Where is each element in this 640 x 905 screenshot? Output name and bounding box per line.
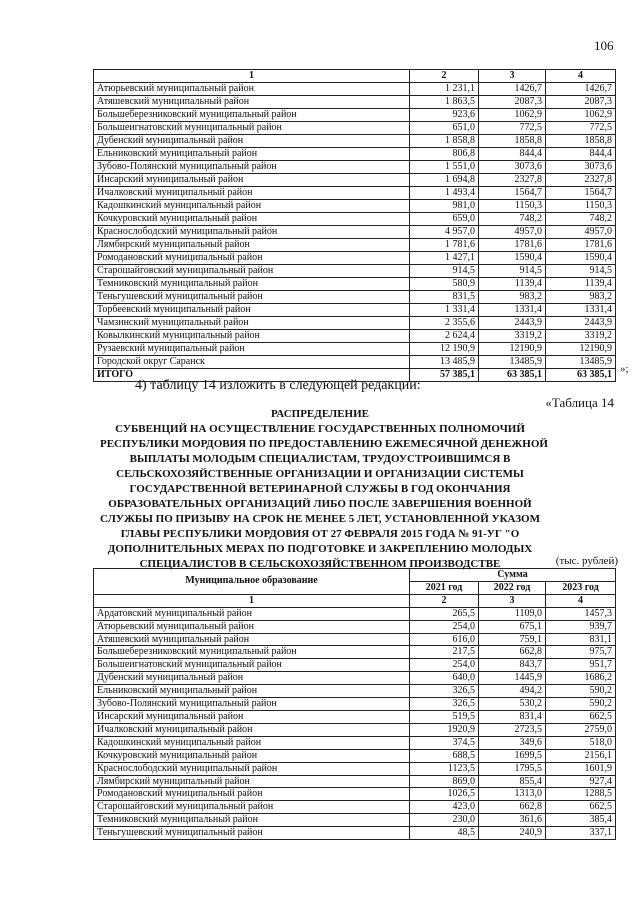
amount-cell: 326,5 (410, 685, 479, 698)
amount-cell: 4957,0 (479, 226, 546, 239)
municipality-name: Краснослободский муниципальный район (94, 226, 410, 239)
table-row (94, 343, 616, 356)
table-row (94, 814, 616, 827)
table-row (94, 801, 616, 814)
municipality-name: Зубово-Полянский муниципальный район (94, 161, 410, 174)
amount-cell: 1858,8 (546, 135, 616, 148)
table-row (94, 200, 616, 213)
column-number: 4 (546, 70, 616, 83)
table-row (94, 607, 616, 620)
table-row (94, 83, 616, 96)
municipality-name: Старошайговский муниципальный район (94, 265, 410, 278)
amount-cell: 1 427,1 (410, 252, 479, 265)
amendment-instruction: 4) таблицу 14 изложить в следующей редакции: (135, 378, 421, 393)
table-row (94, 633, 616, 646)
amount-cell: 12190,9 (546, 343, 616, 356)
heading-line: СПЕЦИАЛИСТОВ В СЕЛЬСКОХОЗЯЙСТВЕННОМ ПРОИЗВОДСТВЕ (139, 558, 501, 570)
column-year-header: 2022 год (479, 581, 546, 594)
amount-cell: 1781,6 (546, 239, 616, 252)
amount-cell: 806,8 (410, 148, 479, 161)
table-row (94, 710, 616, 723)
amount-cell: 2087,3 (546, 96, 616, 109)
amount-cell: 662,5 (546, 710, 616, 723)
amount-cell: 662,8 (479, 646, 546, 659)
column-sum-header: Сумма (410, 569, 616, 582)
heading-line: ГОСУДАРСТВЕННОЙ ВЕТЕРИНАРНОЙ СЛУЖБЫ В ГОД ОКОНЧАНИЯ (129, 483, 511, 495)
municipality-name: Рузаевский муниципальный район (94, 343, 410, 356)
municipality-name: Старошайговский муниципальный район (94, 801, 410, 814)
table-1 (93, 69, 616, 382)
amount-cell: 914,5 (410, 265, 479, 278)
amount-cell: 1795,5 (479, 762, 546, 775)
municipality-name: Ромодановский муниципальный район (94, 252, 410, 265)
table-row (94, 226, 616, 239)
amount-cell: 1426,7 (546, 83, 616, 96)
amount-cell: 748,2 (546, 213, 616, 226)
amount-cell: 831,4 (479, 710, 546, 723)
amount-cell: 2723,5 (479, 723, 546, 736)
amount-cell: 530,2 (479, 698, 546, 711)
amount-cell: 1 863,5 (410, 96, 479, 109)
amount-cell: 12190,9 (479, 343, 546, 356)
amount-cell: 1026,5 (410, 788, 479, 801)
amount-cell: 844,4 (479, 148, 546, 161)
amount-cell: 759,1 (479, 633, 546, 646)
heading-line: СУБВЕНЦИЙ НА ОСУЩЕСТВЛЕНИЕ ГОСУДАРСТВЕННЫХ ПОЛНОМОЧИЙ (115, 423, 525, 435)
table-row (94, 174, 616, 187)
municipality-name: Зубово-Полянский муниципальный район (94, 698, 410, 711)
amount-cell: 2087,3 (479, 96, 546, 109)
municipality-name: Теньгушевский муниципальный район (94, 827, 410, 840)
amount-cell: 951,7 (546, 659, 616, 672)
amount-cell: 675,1 (479, 620, 546, 633)
amount-cell: 13485,9 (479, 356, 546, 369)
amount-cell: 1313,0 (479, 788, 546, 801)
table-row (94, 265, 616, 278)
table-row (94, 304, 616, 317)
municipality-name: Торбеевский муниципальный район (94, 304, 410, 317)
heading-line: РЕСПУБЛИКИ МОРДОВИЯ ПО ПРЕДОСТАВЛЕНИЮ ЕЖЕМЕСЯЧНОЙ ДЕНЕЖНОЙ (100, 438, 548, 450)
column-number: 2 (410, 70, 479, 83)
amount-cell: 1109,0 (479, 607, 546, 620)
amount-cell: 1601,9 (546, 762, 616, 775)
table-1-numbering-row (94, 70, 616, 83)
amount-cell: 385,4 (546, 814, 616, 827)
amount-cell: 2 355,6 (410, 317, 479, 330)
table-row (94, 278, 616, 291)
amount-cell: 2327,8 (546, 174, 616, 187)
amount-cell: 337,1 (546, 827, 616, 840)
municipality-name: Лямбирский муниципальный район (94, 775, 410, 788)
heading-line: ВЫПЛАТЫ МОЛОДЫМ СПЕЦИАЛИСТАМ, ТРУДОУСТРОИВШИМСЯ В (129, 453, 511, 465)
municipality-name: Дубенский муниципальный район (94, 135, 410, 148)
amount-cell: 869,0 (410, 775, 479, 788)
municipality-name: Атяшевский муниципальный район (94, 96, 410, 109)
amount-cell: 981,0 (410, 200, 479, 213)
amount-cell: 2443,9 (546, 317, 616, 330)
amount-cell: 1123,5 (410, 762, 479, 775)
amount-cell: 1288,5 (546, 788, 616, 801)
table-row (94, 788, 616, 801)
amount-cell: 3073,6 (546, 161, 616, 174)
page-number: 106 (594, 38, 614, 53)
amount-cell: 651,0 (410, 122, 479, 135)
amount-cell: 1564,7 (546, 187, 616, 200)
amount-cell: 1 493,4 (410, 187, 479, 200)
table-row (94, 775, 616, 788)
table-row (94, 827, 616, 840)
amount-cell: 1426,7 (479, 83, 546, 96)
amount-cell: 983,2 (546, 291, 616, 304)
municipality-name: Атюрьевский муниципальный район (94, 83, 410, 96)
amount-cell: 590,2 (546, 698, 616, 711)
amount-cell: 48,5 (410, 827, 479, 840)
amount-cell: 230,0 (410, 814, 479, 827)
amount-cell: 1139,4 (479, 278, 546, 291)
municipality-name: Теньгушевский муниципальный район (94, 291, 410, 304)
municipality-name: Кочкуровский муниципальный район (94, 213, 410, 226)
amount-cell: 1 551,0 (410, 161, 479, 174)
total-label: ИТОГО (94, 369, 410, 382)
amount-cell: 2 624,4 (410, 330, 479, 343)
total-value: 63 385,1 (546, 369, 616, 382)
municipality-name: Ичалковский муниципальный район (94, 187, 410, 200)
municipality-name: Инсарский муниципальный район (94, 710, 410, 723)
column-number: 4 (546, 594, 616, 607)
amount-cell: 772,5 (479, 122, 546, 135)
table-row (94, 96, 616, 109)
heading-line: СЕЛЬСКОХОЗЯЙСТВЕННЫЕ ОРГАНИЗАЦИИ И ОРГАНИЗАЦИИ СИСТЕМЫ (116, 468, 524, 480)
amount-cell: 662,5 (546, 801, 616, 814)
amount-cell: 13485,9 (546, 356, 616, 369)
amount-cell: 3319,2 (479, 330, 546, 343)
amount-cell: 590,2 (546, 685, 616, 698)
municipality-name: Ардатовский муниципальный район (94, 607, 410, 620)
municipality-name: Ковылкинский муниципальный район (94, 330, 410, 343)
amount-cell: 1331,4 (546, 304, 616, 317)
amount-cell: 326,5 (410, 698, 479, 711)
table-row (94, 620, 616, 633)
amount-cell: 1920,9 (410, 723, 479, 736)
amount-cell: 494,2 (479, 685, 546, 698)
table-row (94, 356, 616, 369)
amount-cell: 518,0 (546, 736, 616, 749)
amount-cell: 1139,4 (546, 278, 616, 291)
municipality-name: Атюрьевский муниципальный район (94, 620, 410, 633)
amount-cell: 855,4 (479, 775, 546, 788)
municipality-name: Ельниковский муниципальный район (94, 685, 410, 698)
municipality-name: Большеигнатовский муниципальный район (94, 659, 410, 672)
amount-cell: 640,0 (410, 672, 479, 685)
amount-cell: 1686,2 (546, 672, 616, 685)
amount-cell: 688,5 (410, 749, 479, 762)
amount-cell: 217,5 (410, 646, 479, 659)
amount-cell: 772,5 (546, 122, 616, 135)
amount-cell: 1 781,6 (410, 239, 479, 252)
municipality-name: Дубенский муниципальный район (94, 672, 410, 685)
column-number: 3 (479, 594, 546, 607)
municipality-name: Темниковский муниципальный район (94, 278, 410, 291)
table-row (94, 122, 616, 135)
column-year-header: 2023 год (546, 581, 616, 594)
amount-cell: 843,7 (479, 659, 546, 672)
column-number: 3 (479, 70, 546, 83)
municipality-name: Ельниковский муниципальный район (94, 148, 410, 161)
amount-cell: 265,5 (410, 607, 479, 620)
table-heading (100, 407, 548, 572)
heading-line: СЛУЖБЫ ПО ПРИЗЫВУ НА СРОК НЕ МЕНЕЕ 5 ЛЕТ, УСТАНОВЛЕННОЙ УКАЗОМ (100, 513, 540, 525)
table-row (94, 109, 616, 122)
municipality-name: Инсарский муниципальный район (94, 174, 410, 187)
amount-cell: 1150,3 (546, 200, 616, 213)
amount-cell: 616,0 (410, 633, 479, 646)
amount-cell: 349,6 (479, 736, 546, 749)
closing-quote: »; (620, 363, 629, 375)
amount-cell: 1590,4 (546, 252, 616, 265)
municipality-name: Большеберезниковский муниципальный район (94, 109, 410, 122)
municipality-name: Большеберезниковский муниципальный район (94, 646, 410, 659)
table-row (94, 646, 616, 659)
table-row (94, 659, 616, 672)
table-row (94, 291, 616, 304)
amount-cell: 1150,3 (479, 200, 546, 213)
amount-cell: 662,8 (479, 801, 546, 814)
heading-line: ОБРАЗОВАТЕЛЬНЫХ ОРГАНИЗАЦИЙ ЛИБО ПОСЛЕ ЗАВЕРШЕНИЯ ВОЕННОЙ (108, 498, 532, 510)
amount-cell: 2327,8 (479, 174, 546, 187)
amount-cell: 423,0 (410, 801, 479, 814)
municipality-name: Чамзинский муниципальный район (94, 317, 410, 330)
total-value: 63 385,1 (479, 369, 546, 382)
total-value: 57 385,1 (410, 369, 479, 382)
amount-cell: 3073,6 (479, 161, 546, 174)
municipality-name: Темниковский муниципальный район (94, 814, 410, 827)
amount-cell: 927,4 (546, 775, 616, 788)
amount-cell: 1590,4 (479, 252, 546, 265)
amount-cell: 1 694,8 (410, 174, 479, 187)
heading-line: РАСПРЕДЕЛЕНИЕ (270, 408, 369, 420)
municipality-name: Атяшевский муниципальный район (94, 633, 410, 646)
amount-cell: 1062,9 (546, 109, 616, 122)
table-row (94, 187, 616, 200)
amount-cell: 519,5 (410, 710, 479, 723)
amount-cell: 1445,9 (479, 672, 546, 685)
amount-cell: 2443,9 (479, 317, 546, 330)
municipality-name: Кочкуровский муниципальный район (94, 749, 410, 762)
amount-cell: 831,1 (546, 633, 616, 646)
municipality-name: Кадошкинский муниципальный район (94, 736, 410, 749)
amount-cell: 983,2 (479, 291, 546, 304)
amount-cell: 1781,6 (479, 239, 546, 252)
amount-cell: 1457,3 (546, 607, 616, 620)
municipality-name: Краснослободский муниципальный район (94, 762, 410, 775)
column-number: 1 (94, 70, 410, 83)
amount-cell: 1858,8 (479, 135, 546, 148)
amount-cell: 254,0 (410, 620, 479, 633)
amount-cell: 748,2 (479, 213, 546, 226)
amount-cell: 923,6 (410, 109, 479, 122)
table-row (94, 685, 616, 698)
table-row (94, 698, 616, 711)
table-row (94, 252, 616, 265)
amount-cell: 914,5 (546, 265, 616, 278)
table-row (94, 213, 616, 226)
amount-cell: 254,0 (410, 659, 479, 672)
heading-line: ДОПОЛНИТЕЛЬНЫХ МЕРАХ ПО ПОДГОТОВКЕ И ЗАКРЕПЛЕНИЮ МОЛОДЫХ (107, 543, 533, 555)
heading-line: ГЛАВЫ РЕСПУБЛИКИ МОРДОВИЯ ОТ 27 ФЕВРАЛЯ 2015 ГОДА № 91-УГ "О (120, 528, 520, 540)
column-year-header: 2021 год (410, 581, 479, 594)
amount-cell: 939,7 (546, 620, 616, 633)
amount-cell: 374,5 (410, 736, 479, 749)
table-row (94, 135, 616, 148)
amount-cell: 914,5 (479, 265, 546, 278)
amount-cell: 3319,2 (546, 330, 616, 343)
municipality-name: Кадошкинский муниципальный район (94, 200, 410, 213)
table-row (94, 161, 616, 174)
amount-cell: 1 231,1 (410, 83, 479, 96)
column-number: 1 (94, 594, 410, 607)
units-label: (тыс. рублей) (555, 555, 618, 567)
table-row (94, 239, 616, 252)
amount-cell: 659,0 (410, 213, 479, 226)
table-2 (93, 568, 616, 840)
table-row (94, 317, 616, 330)
amount-cell: 1564,7 (479, 187, 546, 200)
table-reference: «Таблица 14 (545, 395, 614, 410)
amount-cell: 1062,9 (479, 109, 546, 122)
table-row (94, 330, 616, 343)
amount-cell: 361,6 (479, 814, 546, 827)
amount-cell: 1331,4 (479, 304, 546, 317)
column-municipality-header: Муниципальное образование (94, 569, 410, 595)
amount-cell: 4957,0 (546, 226, 616, 239)
amount-cell: 13 485,9 (410, 356, 479, 369)
municipality-name: Городской округ Саранск (94, 356, 410, 369)
amount-cell: 2156,1 (546, 749, 616, 762)
table-row (94, 723, 616, 736)
amount-cell: 1 858,8 (410, 135, 479, 148)
amount-cell: 2759,0 (546, 723, 616, 736)
amount-cell: 12 190,9 (410, 343, 479, 356)
amount-cell: 975,7 (546, 646, 616, 659)
municipality-name: Ичалковский муниципальный район (94, 723, 410, 736)
amount-cell: 831,5 (410, 291, 479, 304)
amount-cell: 844,4 (546, 148, 616, 161)
column-number: 2 (410, 594, 479, 607)
amount-cell: 1699,5 (479, 749, 546, 762)
table-row (94, 736, 616, 749)
table-row (94, 749, 616, 762)
table-row (94, 762, 616, 775)
municipality-name: Лямбирский муниципальный район (94, 239, 410, 252)
table-row (94, 672, 616, 685)
amount-cell: 580,9 (410, 278, 479, 291)
table-row (94, 148, 616, 161)
amount-cell: 4 957,0 (410, 226, 479, 239)
municipality-name: Большеигнатовский муниципальный район (94, 122, 410, 135)
amount-cell: 240,9 (479, 827, 546, 840)
municipality-name: Ромодановский муниципальный район (94, 788, 410, 801)
amount-cell: 1 331,4 (410, 304, 479, 317)
